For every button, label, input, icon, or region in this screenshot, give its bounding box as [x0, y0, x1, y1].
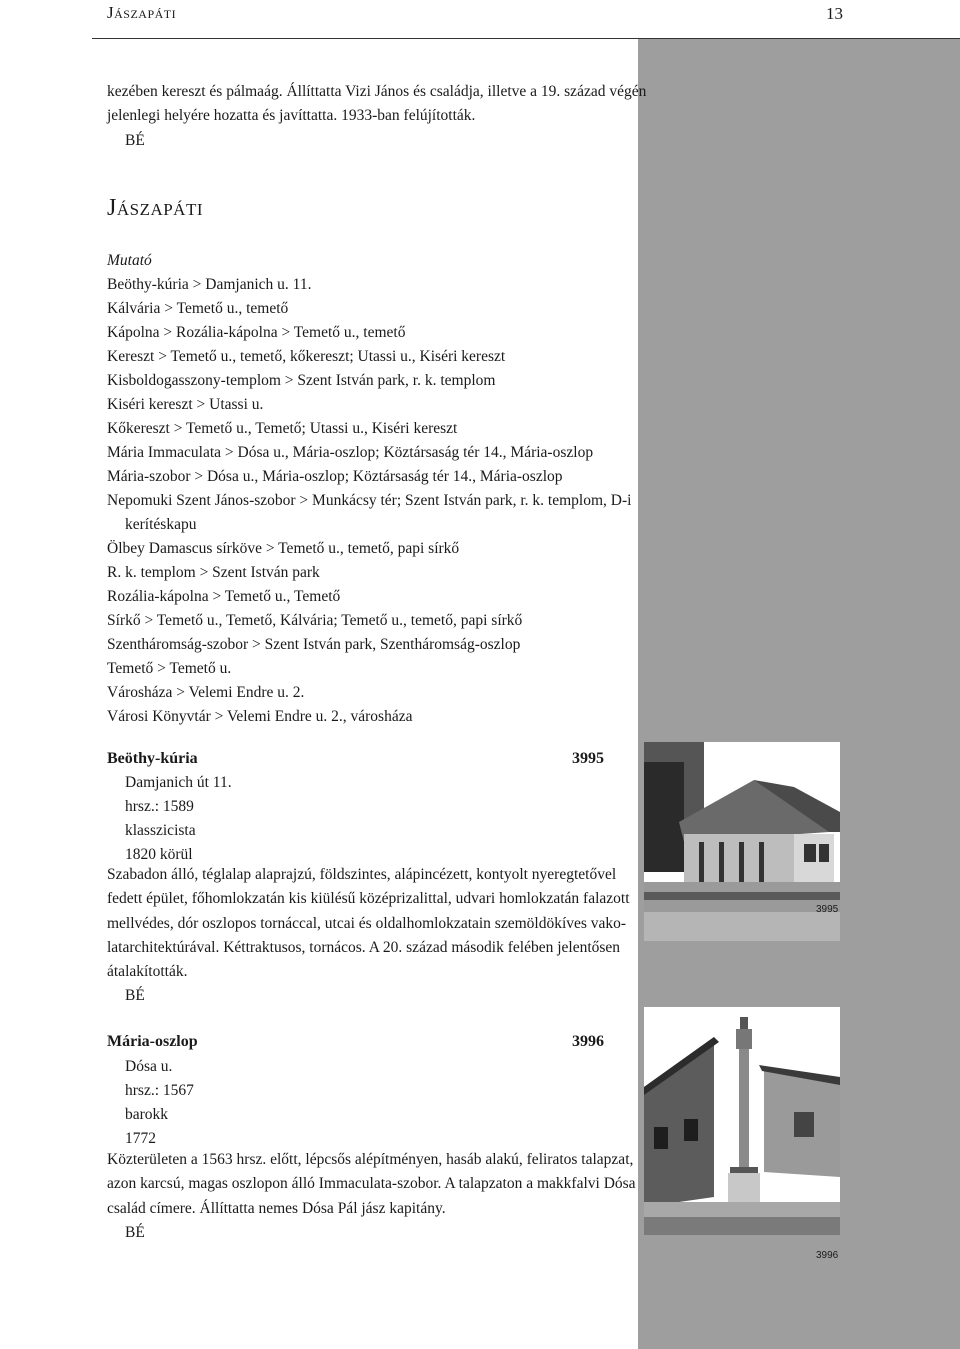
photo-caption: 3996 [816, 1250, 839, 1261]
entry-signature: BÉ [125, 987, 145, 1005]
entry-parcel: hrsz.: 1589 [125, 798, 194, 815]
entry-parcel: hrsz.: 1567 [125, 1082, 194, 1099]
index-item: Rozália-kápolna > Temető u., Temető [107, 588, 341, 605]
intro-signature: BÉ [125, 132, 145, 149]
entry-number: 3996 [572, 1033, 604, 1050]
description-line: Közterületen a 1563 hrsz. előtt, lépcsős alépítményen, hasáb alakú, feliratos talapzat, [107, 1151, 634, 1168]
header-rule [92, 38, 960, 39]
photo-beothy-kuria [644, 742, 840, 941]
intro-line: kezében kereszt és pálmaág. Állíttatta Vizi János és családja, illetve a 19. század végén [107, 83, 647, 100]
index-item: Városháza > Velemi Endre u. 2. [107, 684, 305, 701]
index-item: Szentháromság-szobor > Szent István park, Szentháromság-oszlop [107, 636, 521, 653]
entry-signature: BÉ [125, 1223, 145, 1241]
running-head: Jászapáti [107, 3, 177, 22]
index-item-continuation: kerítéskapu [125, 516, 197, 533]
index-item: Sírkő > Temető u., Temető, Kálvária; Temető u., temető, papi sírkő [107, 612, 523, 629]
index-item: Mária-szobor > Dósa u., Mária-oszlop; Köztársaság tér 14., Mária-oszlop [107, 468, 563, 485]
entry-date: 1820 körül [125, 846, 193, 863]
index-item: Kőkereszt > Temető u., Temető; Utassi u., Kiséri kereszt [107, 420, 458, 437]
description-line: latarchitektúrával. Kéttraktusos, tornácos. A 20. század második felében jelentősen [107, 938, 621, 956]
index-item: Kereszt > Temető u., temető, kőkereszt; Utassi u., Kiséri kereszt [107, 348, 506, 365]
index-item: Kápolna > Rozália-kápolna > Temető u., temető [107, 324, 406, 341]
entry-number: 3995 [572, 750, 604, 767]
description-line: Szabadon álló, téglalap alaprajzú, földszintes, alápincézett, kontyolt nyeregtetővel [107, 866, 617, 883]
index-item: Beöthy-kúria > Damjanich u. 11. [107, 276, 312, 293]
entry-style: klasszicista [125, 822, 196, 839]
entry-style: barokk [125, 1106, 169, 1123]
intro-line: jelenlegi helyére hozatta és javíttatta. 1933-ban felújították. [107, 107, 476, 124]
manor-house-photo [644, 742, 840, 941]
entry-title: Mária-oszlop [107, 1033, 198, 1050]
index-item: R. k. templom > Szent István park [107, 564, 320, 581]
entry-title: Beöthy-kúria [107, 750, 198, 767]
description-line: fedett épület, főhomlokzatán kis kiülésű középrizalittal, udvari homlokzatán falazott [107, 890, 630, 908]
index-label: Mutató [107, 252, 152, 269]
description-line: család címere. Állíttatta nemes Dósa Pál jász kapitány. [107, 1199, 446, 1217]
index-item: Temető > Temető u. [107, 660, 232, 677]
description-line: azon karcsú, magas oszlopon álló Immaculata-szobor. A talapzaton a makkfalvi Dósa [107, 1175, 636, 1193]
photo-caption: 3995 [816, 904, 839, 915]
index-item: Nepomuki Szent János-szobor > Munkácsy tér; Szent István park, r. k. templom, D-i [107, 492, 632, 509]
column-statue-photo [644, 1007, 840, 1235]
entry-description [107, 1148, 636, 1245]
index-item: Kisboldogasszony-templom > Szent István park, r. k. templom [107, 372, 496, 389]
photo-maria-oszlop [644, 1007, 840, 1235]
entry-address: Dósa u. [125, 1058, 173, 1075]
description-line: átalakították. [107, 963, 188, 981]
entry-date: 1772 [125, 1130, 156, 1147]
index-item: Ölbey Damascus sírköve > Temető u., temető, papi sírkő [107, 540, 460, 557]
entry-address: Damjanich út 11. [125, 774, 232, 791]
description-line: mellvédes, dór oszlopos tornáccal, utcai és oldalhomlokzatain szemöldökíves vako- [107, 914, 627, 932]
page-number: 13 [826, 4, 843, 23]
index-item: Mária Immaculata > Dósa u., Mária-oszlop; Köztársaság tér 14., Mária-oszlop [107, 444, 594, 461]
entry-description [107, 863, 630, 1009]
index-item: Kiséri kereszt > Utassi u. [107, 396, 264, 413]
section-title: Jászapáti [107, 195, 204, 221]
index-item: Kálvária > Temető u., temető [107, 300, 289, 317]
index-item: Városi Könyvtár > Velemi Endre u. 2., városháza [107, 708, 413, 725]
